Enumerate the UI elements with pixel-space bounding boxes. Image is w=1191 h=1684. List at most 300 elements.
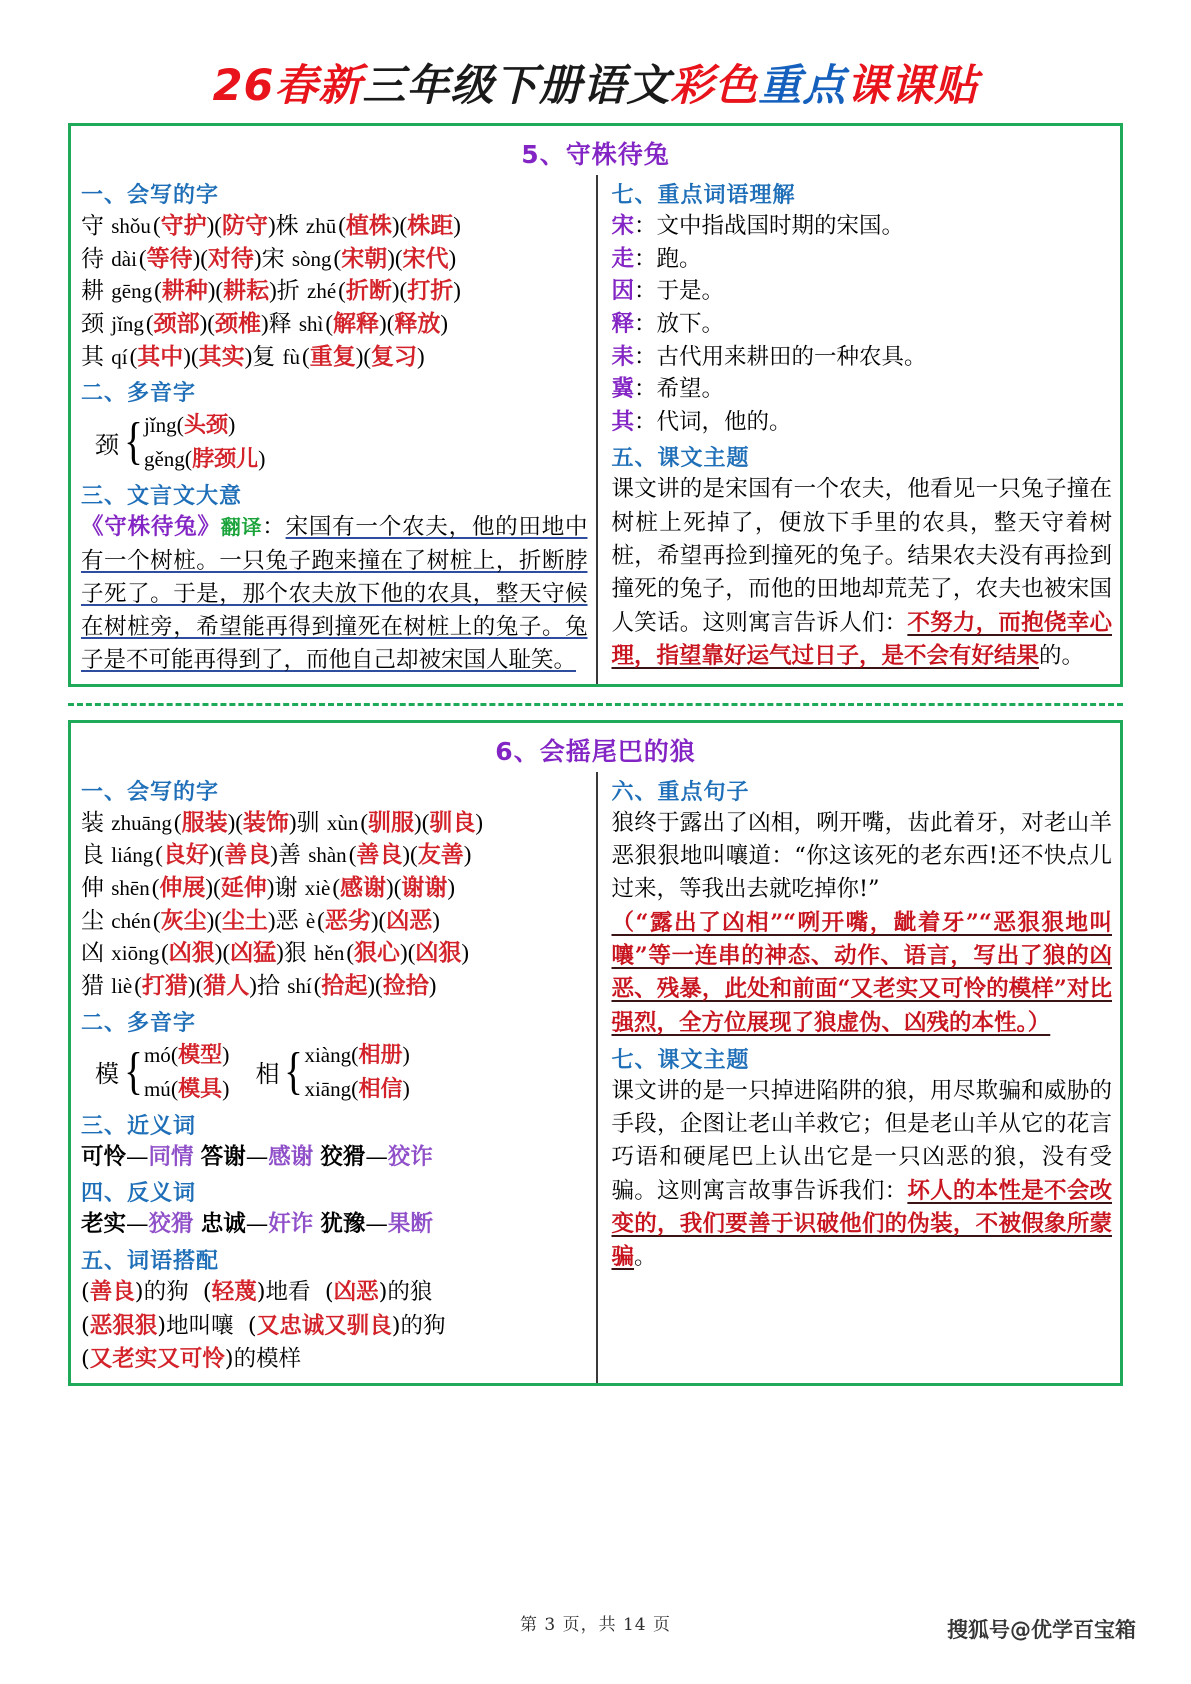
word-paren: ( [332,875,341,901]
character-glyph: 待 [81,245,104,272]
pair-word-second: 狡猾 [148,1211,194,1238]
theme-plain-text: 课文讲的是宋国有一个农夫，他看见一只兔子撞在树桩上死掉了，便放下手里的农具，整天守着树桩，希望再捡到撞死的兔子。结果农夫没有再捡到撞死的兔子，而他的田地却荒芜了，农夫也被宋国人笑话。这则寓言告诉人们： [611,476,1112,636]
pair-word-second: 同情 [148,1143,194,1170]
word-paren: ( [184,446,193,472]
word-paren: ( [152,907,161,933]
collocation-modifier: 凶恶 [333,1278,379,1305]
lesson-6-section-3-heading: 三、近义词 [81,1113,197,1139]
character-glyph: 释 [268,310,292,337]
word-paren: ) [183,343,191,369]
word-paren: ( [360,809,369,835]
character-word: 释放 [394,309,441,337]
character-glyph: 颈 [81,310,104,337]
word-paren: ) [428,973,437,999]
word-paren: ( [214,213,222,238]
collocation-head: 的狗 [143,1278,189,1305]
word-paren: ( [176,412,184,438]
title-part-1: 三年级下册语文 [362,61,671,111]
word-paren: ) [207,278,216,304]
pair-dash: — [126,1143,149,1170]
word-paren: ) [270,842,278,868]
word-paren: ( [195,973,204,999]
character-line [81,275,588,308]
word-paren: ) [157,1312,167,1339]
word-paren: ) [370,907,379,933]
theme-highlight-text: 坏人的本性是不会改变的，我们要善于识破他们的伪装，不被假象所蒙骗 [611,1177,1112,1271]
character-word: 宋代 [402,244,449,272]
character-line [81,839,588,872]
lesson-5-right-column [596,175,1121,684]
lesson-5-keyword-list [612,210,1113,438]
word-paren: ( [161,940,169,966]
word-paren: ( [351,1041,359,1067]
word-paren: ) [447,875,456,901]
character-word: 守护 [160,212,207,239]
character-glyph: 耕 [81,278,104,305]
word-paren: ( [399,213,408,238]
keyword-definition: ：放下。 [634,310,725,337]
word-paren: ( [152,213,161,238]
polyphone-group [95,1038,229,1106]
word-paren: ( [325,310,334,336]
polyphone-reading [304,1072,409,1106]
polyphone-group [95,408,265,476]
lesson-6-left-column [71,772,596,1383]
character-word: 解释 [333,309,380,337]
character-line [81,807,588,840]
keyword-definition: ：希望。 [634,376,725,403]
character-word: 耕耘 [223,277,270,305]
collocation-modifier: 又忠诚又驯良 [256,1312,392,1339]
word-paren: ( [378,907,387,933]
collocation-modifier: 恶狠狠 [89,1312,158,1339]
word-paren: ) [208,842,217,868]
lesson-6-section-2-heading: 二、多音字 [81,1010,197,1036]
page-title [0,0,1191,123]
character-pinyin: jǐng [106,311,144,336]
character-pinyin: shàn [302,843,347,868]
character-glyph: 善 [277,842,301,869]
lesson-6-section-1-heading: 一、会写的字 [81,779,220,805]
collocation-head: 地看 [265,1278,311,1305]
section-divider [68,703,1123,706]
keyword-definition: ：古代用来耕田的一种农具。 [634,343,927,370]
title-part-4: 课课贴 [846,61,979,111]
lesson-6-right-column [596,772,1121,1383]
word-paren: ( [399,278,408,304]
character-line [81,308,588,341]
word-paren: ) [417,343,425,369]
character-word: 防守 [221,212,268,239]
character-line [81,872,588,905]
word-paren: ( [173,809,182,835]
character-word: 株距 [407,212,454,239]
word-paren: ( [216,842,225,868]
collocation-modifier: 轻蔑 [211,1278,257,1305]
character-pinyin: fù [277,344,301,369]
lesson-5-section-5-heading: 五、课文主题 [611,446,750,472]
lesson-6-section-4-heading: 四、反义词 [81,1181,197,1207]
lesson-5-section-3-heading: 三、文言文大意 [81,484,243,510]
word-paren: ( [313,973,322,999]
word-paren: ( [235,809,243,835]
lesson-6-columns [71,772,1120,1383]
character-pinyin: shì [293,311,324,336]
lesson-5-left-column [71,175,596,684]
word-paren: ( [190,343,199,369]
reading-word: 脖颈儿 [192,446,259,473]
word-paren: ( [394,245,403,271]
collocation-spacer [311,1279,325,1305]
word-paren: ( [81,1346,90,1373]
polyphone-base-character: 模 [95,1060,119,1089]
word-paren: ( [222,940,231,966]
character-pinyin: zhé [301,279,337,304]
reading-word: 模型 [178,1041,223,1068]
character-pinyin: xiōng [106,941,160,966]
character-pinyin: shēn [106,876,150,901]
character-word: 颈部 [153,309,200,337]
watermark: 搜狐号@优学百宝箱 [947,1618,1136,1642]
character-glyph: 凶 [81,940,104,967]
character-pinyin: xùn [321,810,359,835]
reading-word: 相信 [358,1075,403,1102]
lesson-6-collocation-list [81,1276,588,1377]
character-word: 驯良 [429,808,476,836]
word-pair-row [81,1208,588,1241]
word-paren: ) [192,245,201,271]
word-paren: ( [134,973,142,999]
polyphone-base-character: 颈 [95,430,119,459]
word-paren: ) [461,940,470,966]
polyphone-readings [144,1038,230,1106]
character-word: 等待 [146,244,193,272]
word-pair-row [81,1141,588,1174]
word-paren: ) [453,278,461,304]
character-word: 猎人 [203,972,250,1000]
classic-text-title: 《守株待兔》 [81,514,221,541]
word-paren: ) [276,940,284,966]
word-paren: ( [145,310,154,336]
brace-glyph: { [124,1042,143,1100]
polyphone-readings [144,408,266,476]
keyword-entry [612,210,1113,243]
keyword-term: 宋 [611,213,635,239]
pair-word-first: 忠诚 [200,1211,246,1238]
page-number: 第 3 页，共 14 页 [519,1615,672,1635]
word-paren: ) [134,1278,144,1305]
polyphone-reading [144,1038,230,1072]
pair-word-first: 答谢 [200,1143,246,1170]
reading-word: 相册 [358,1041,403,1068]
collocation-head: 的狼 [387,1278,433,1305]
word-paren: ) [367,973,376,999]
character-pinyin: shí [281,974,312,999]
collocation-spacer [234,1313,248,1339]
character-word: 打猎 [141,972,188,1000]
lesson-6-antonym-list [81,1208,588,1241]
character-line [81,905,588,938]
character-pinyin: dài [106,246,137,271]
word-paren: ) [227,412,236,438]
word-paren: ) [453,213,461,238]
character-word: 凶狠 [168,939,215,967]
word-paren: ( [410,842,418,868]
character-glyph: 株 [275,213,299,239]
character-glyph: 守 [81,213,104,239]
character-pinyin: liáng [106,843,154,868]
character-word: 服装 [181,808,228,836]
character-word: 善良 [356,841,403,869]
page-footer [0,1610,1191,1650]
word-paren: ) [256,1278,266,1305]
character-word: 感谢 [340,874,387,902]
character-glyph: 恶 [275,907,299,934]
character-pinyin: liè [106,974,133,999]
word-paren: ) [258,446,266,472]
lesson-6-section-6-heading: 六、重点句子 [611,779,750,805]
word-paren: ( [393,875,402,901]
word-paren: ) [414,809,422,835]
word-paren: ) [253,245,262,271]
character-word: 拾起 [321,972,368,1000]
character-word: 重复 [309,342,356,370]
lesson-5-box [68,123,1123,687]
theme-highlight-text: 不努力，而抱侥幸心理，指望靠好运气过日子，是不会有好结果 [611,609,1112,669]
polyphone-reading [144,442,266,476]
lesson-5-polyphone-list [81,408,588,476]
character-pinyin: qí [106,344,128,369]
collocation-modifier: 又老实又可怜 [89,1346,225,1373]
keyword-entry [612,341,1113,374]
pair-word-second: 奸诈 [268,1211,314,1238]
word-paren: ( [81,1312,90,1339]
character-word: 对待 [207,244,254,272]
lesson-5-translation [81,511,588,677]
word-paren: ( [170,1041,179,1067]
word-paren: ( [202,1278,212,1305]
character-word: 尘土 [221,906,268,934]
word-paren: ) [227,809,236,835]
character-word: 其实 [198,342,245,370]
character-word: 友善 [417,841,464,869]
polyphone-reading [144,408,266,442]
word-paren: ( [213,875,221,901]
character-pinyin: sòng [286,246,332,271]
character-pinyin: hěn [308,941,345,966]
lesson-6-polyphone-list [81,1038,588,1106]
lesson-5-theme [612,473,1113,673]
lesson-6-char-list [81,807,588,1003]
character-glyph: 驯 [296,809,320,836]
word-paren: ) [260,310,269,336]
reading-pinyin: gěng [143,447,185,472]
character-pinyin: zhuāng [106,810,172,835]
word-paren: ) [391,278,400,304]
pair-word-first: 犹豫 [320,1211,366,1238]
keyword-term: 其 [611,408,635,435]
keyword-definition: ：跑。 [634,245,702,272]
word-paren: ) [391,213,400,238]
character-glyph: 狠 [283,940,307,967]
collocation-row [81,1276,588,1310]
character-word: 凶猛 [230,939,277,967]
word-paren: ( [170,1075,179,1101]
title-part-3: 重点 [758,61,847,111]
keyword-entry [612,406,1113,439]
character-pinyin: è [300,908,316,933]
word-paren: ( [363,343,372,369]
word-paren: ( [338,213,346,238]
lesson-6-theme [612,1075,1113,1275]
word-paren: ( [200,245,208,271]
word-paren: ) [206,907,215,933]
character-glyph: 复 [252,343,276,370]
pair-word-second: 感谢 [268,1143,314,1170]
character-word: 凶恶 [386,906,433,934]
word-paren: ) [475,809,484,835]
lesson-6-heading: 6、会摇尾巴的狼 [495,736,696,766]
word-paren: ) [386,875,394,901]
character-pinyin: xiè [299,876,331,901]
character-word: 恶劣 [324,906,371,934]
character-glyph: 尘 [81,907,104,934]
word-paren: ) [448,245,457,271]
lesson-5-columns [71,175,1120,684]
character-pinyin: shǒu [106,214,151,238]
word-paren: ) [214,940,223,966]
pair-word-second: 果断 [387,1211,433,1238]
word-paren: ) [378,1278,388,1305]
polyphone-base-character: 相 [255,1060,280,1089]
character-line [81,243,588,276]
character-word: 耕种 [161,277,208,305]
polyphone-reading [304,1038,409,1072]
translation-label: 翻译 [220,515,263,540]
character-word: 捡拾 [382,972,429,1000]
reading-pinyin: xiāng [304,1076,352,1101]
word-paren: ) [267,213,276,238]
keyword-entry [612,275,1113,308]
pair-dash: — [365,1143,388,1170]
word-paren: ( [138,245,147,271]
lesson-5-section-2-heading: 二、多音字 [81,381,197,407]
lesson-6-key-sentence: 狼终于露出了凶相，咧开嘴，齿此着牙，对老山羊恶狠狠地叫嚷道：“你这该死的老东西!还不快点儿过来，等我出去就吃掉你!” [611,809,1112,903]
character-glyph: 折 [276,278,300,305]
word-paren: ( [154,278,162,304]
character-word: 谢谢 [401,874,448,902]
word-paren: ) [269,278,277,304]
word-paren: ( [386,310,395,336]
character-pinyin: gēng [106,279,153,304]
word-paren: ( [214,907,222,933]
word-paren: ) [402,842,411,868]
character-word: 打折 [407,277,454,305]
collocation-head: 的狗 [400,1312,446,1339]
keyword-definition: ：于是。 [634,278,725,305]
keyword-term: 走 [611,245,635,272]
word-paren: ( [317,907,325,933]
word-paren: ) [463,842,472,868]
word-paren: ( [324,1278,334,1305]
character-word: 驯服 [368,808,415,836]
keyword-term: 因 [611,278,635,305]
pair-dash: — [126,1211,149,1238]
character-glyph: 宋 [261,245,285,272]
character-word: 复习 [371,342,418,370]
word-paren: ( [348,842,357,868]
keyword-entry [612,308,1113,341]
character-glyph: 谢 [274,875,298,902]
character-word: 延伸 [220,874,267,902]
character-line [81,341,588,374]
theme-plain-text: 课文讲的是一只掉进陷阱的狼，用尽欺骗和威胁的手段，企图让老山羊救它；但是老山羊从它的花言巧语和硬尾巴上认出它是一只凶恶的狼，没有受骗。这则寓言故事告诉我们： [611,1077,1112,1204]
character-word: 良好 [162,841,209,869]
word-paren: ( [247,1312,257,1339]
word-paren: ) [355,343,364,369]
lesson-5-section-7-heading: 七、重点词语理解 [611,183,796,208]
lesson-6-sentence-analysis: （“露出了凶相”“咧开嘴，龇着牙”“恶狠狠地叫嚷”等一连串的神态、动作、语言，写出了狼的凶恶、残暴，此处和前面“又老实又可怜的模样”对比强烈，全方位展现了狼虚伪、凶残的本性。） [611,909,1112,1036]
word-paren: ) [402,1075,410,1101]
word-paren: ) [440,310,449,336]
lesson-5-char-list [81,210,588,373]
collocation-head: 地叫嚷 [166,1312,234,1339]
keyword-entry [612,243,1113,276]
theme-tail-text: 。 [634,1244,657,1271]
polyphone-readings [304,1038,409,1106]
word-paren: ) [402,1041,410,1067]
character-word: 狠心 [354,939,401,967]
reading-pinyin: mó [143,1042,171,1067]
word-paren: ( [151,875,160,901]
character-glyph: 其 [81,343,104,370]
word-paren: ) [379,310,387,336]
pair-word-first: 老实 [81,1211,127,1238]
character-glyph: 猎 [81,973,104,1000]
brace-glyph: { [124,413,143,471]
keyword-term: 耒 [611,343,635,370]
pair-spacer [194,1211,201,1237]
reading-pinyin: xiàng [304,1042,352,1067]
character-word: 折断 [345,277,392,305]
word-paren: ( [207,310,215,336]
word-paren: ) [224,1346,234,1373]
keyword-definition: ：代词，他的。 [634,408,792,435]
reading-word: 模具 [178,1075,223,1102]
title-part-0: 26春新 [212,61,363,111]
pair-word-first: 可怜 [81,1143,127,1170]
word-paren: ( [129,343,138,369]
word-paren: ( [375,973,383,999]
collocation-modifier: 善良 [89,1278,135,1305]
character-word: 装饰 [242,808,289,836]
title-part-2: 彩色 [670,61,759,111]
word-paren: ) [266,875,275,901]
pair-word-first: 狡猾 [320,1143,366,1170]
translation-colon: ： [262,514,286,541]
word-paren: ) [391,1312,401,1339]
reading-word: 头颈 [183,412,228,439]
polyphone-reading [144,1072,230,1106]
lesson-5-heading: 5、守株待兔 [521,140,670,169]
character-pinyin: chén [106,908,151,933]
pair-dash: — [245,1143,269,1170]
word-paren: ( [338,278,346,304]
word-paren: ( [407,940,416,966]
lesson-6-box [68,720,1123,1386]
reading-pinyin: jǐng [143,413,177,438]
word-paren: ) [187,973,196,999]
